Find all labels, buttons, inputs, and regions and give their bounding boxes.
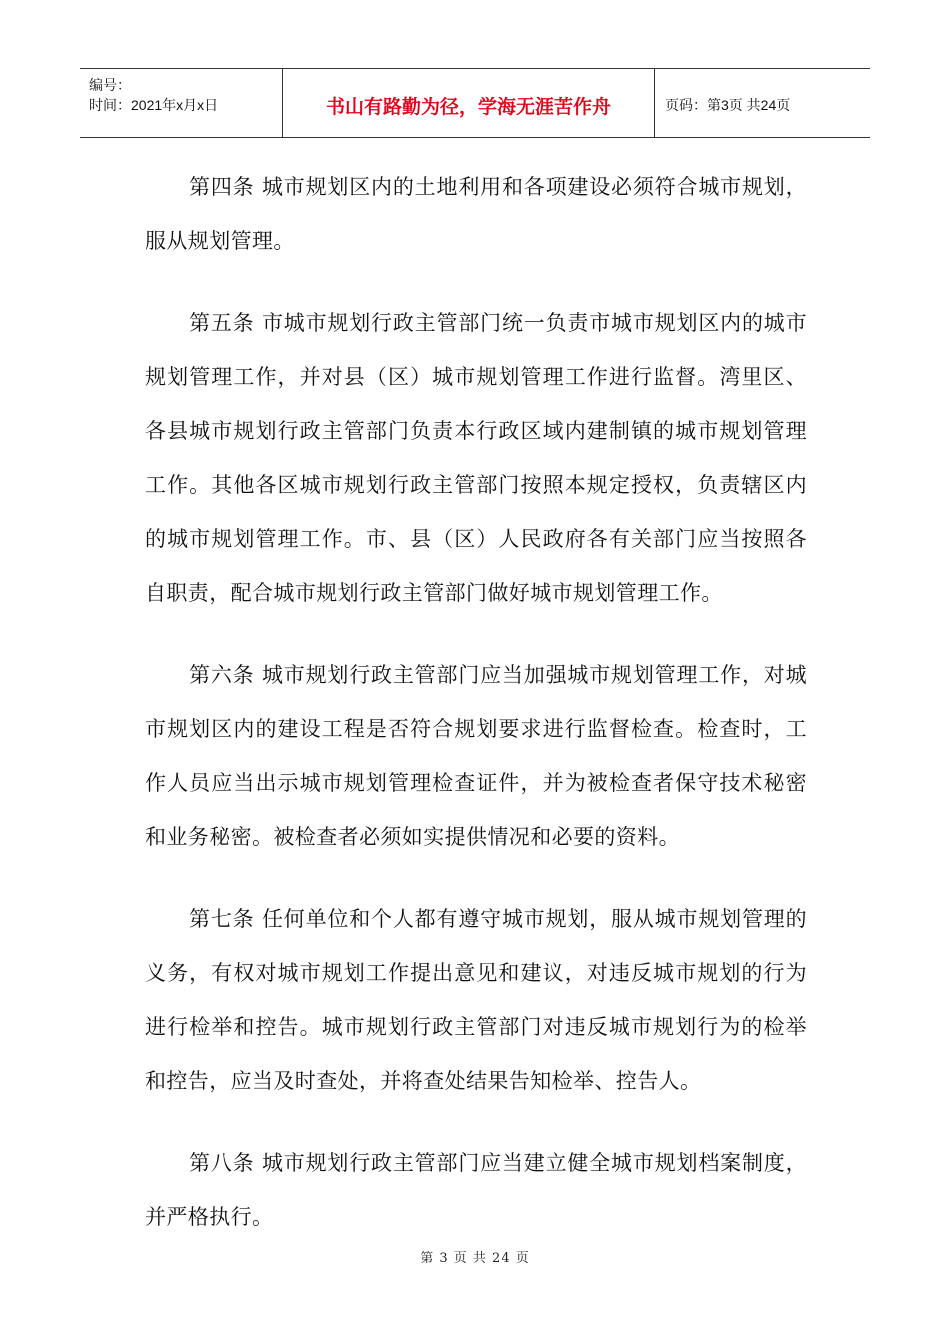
page-footer: 第 3 页 共 24 页 xyxy=(420,1251,530,1266)
page-header xyxy=(80,68,870,138)
header-meta xyxy=(80,69,283,137)
header-page-info: 页码：第3页 共24页 xyxy=(665,97,791,113)
article-7: 第七条 任何单位和个人都有遵守城市规划，服从城市规划管理的义务，有权对城市规划工作提出意见和建议，对违反城市规划的行为进行检举和控告。城市规划行政主管部门对违反城市规划行为的检举和控告，应当及时查处，并将查处结果告知检举、控告人。 xyxy=(145,907,807,1093)
article-5: 第五条 市城市规划行政主管部门统一负责市城市规划区内的城市规划管理工作，并对县（区）城市规划管理工作进行监督。湾里区、各县城市规划行政主管部门负责本行政区域内建制镇的城市规划管理工作。其他各区城市规划行政主管部门按照本规定授权，负责辖区内的城市规划管理工作。市、县（区）人民政府各有关部门应当按照各自职责，配合城市规划行政主管部门做好城市规划管理工作。 xyxy=(145,311,807,605)
time-label: 时间：2021年x月x日 xyxy=(89,97,219,113)
article-8: 第八条 城市规划行政主管部门应当建立健全城市规划档案制度，并严格执行。 xyxy=(145,1151,807,1229)
header-motto: 书山有路勤为径，学海无涯苦作舟 xyxy=(283,69,655,137)
document-body xyxy=(145,160,807,1272)
article-4: 第四条 城市规划区内的土地利用和各项建设必须符合城市规划，服从规划管理。 xyxy=(145,175,807,253)
article-6: 第六条 城市规划行政主管部门应当加强城市规划管理工作，对城市规划区内的建设工程是否符合规划要求进行监督检查。检查时，工作人员应当出示城市规划管理检查证件，并为被检查者保守技术秘密和业务秘密。被检查者必须如实提供情况和必要的资料。 xyxy=(145,663,807,849)
number-label: 编号： xyxy=(89,77,131,93)
